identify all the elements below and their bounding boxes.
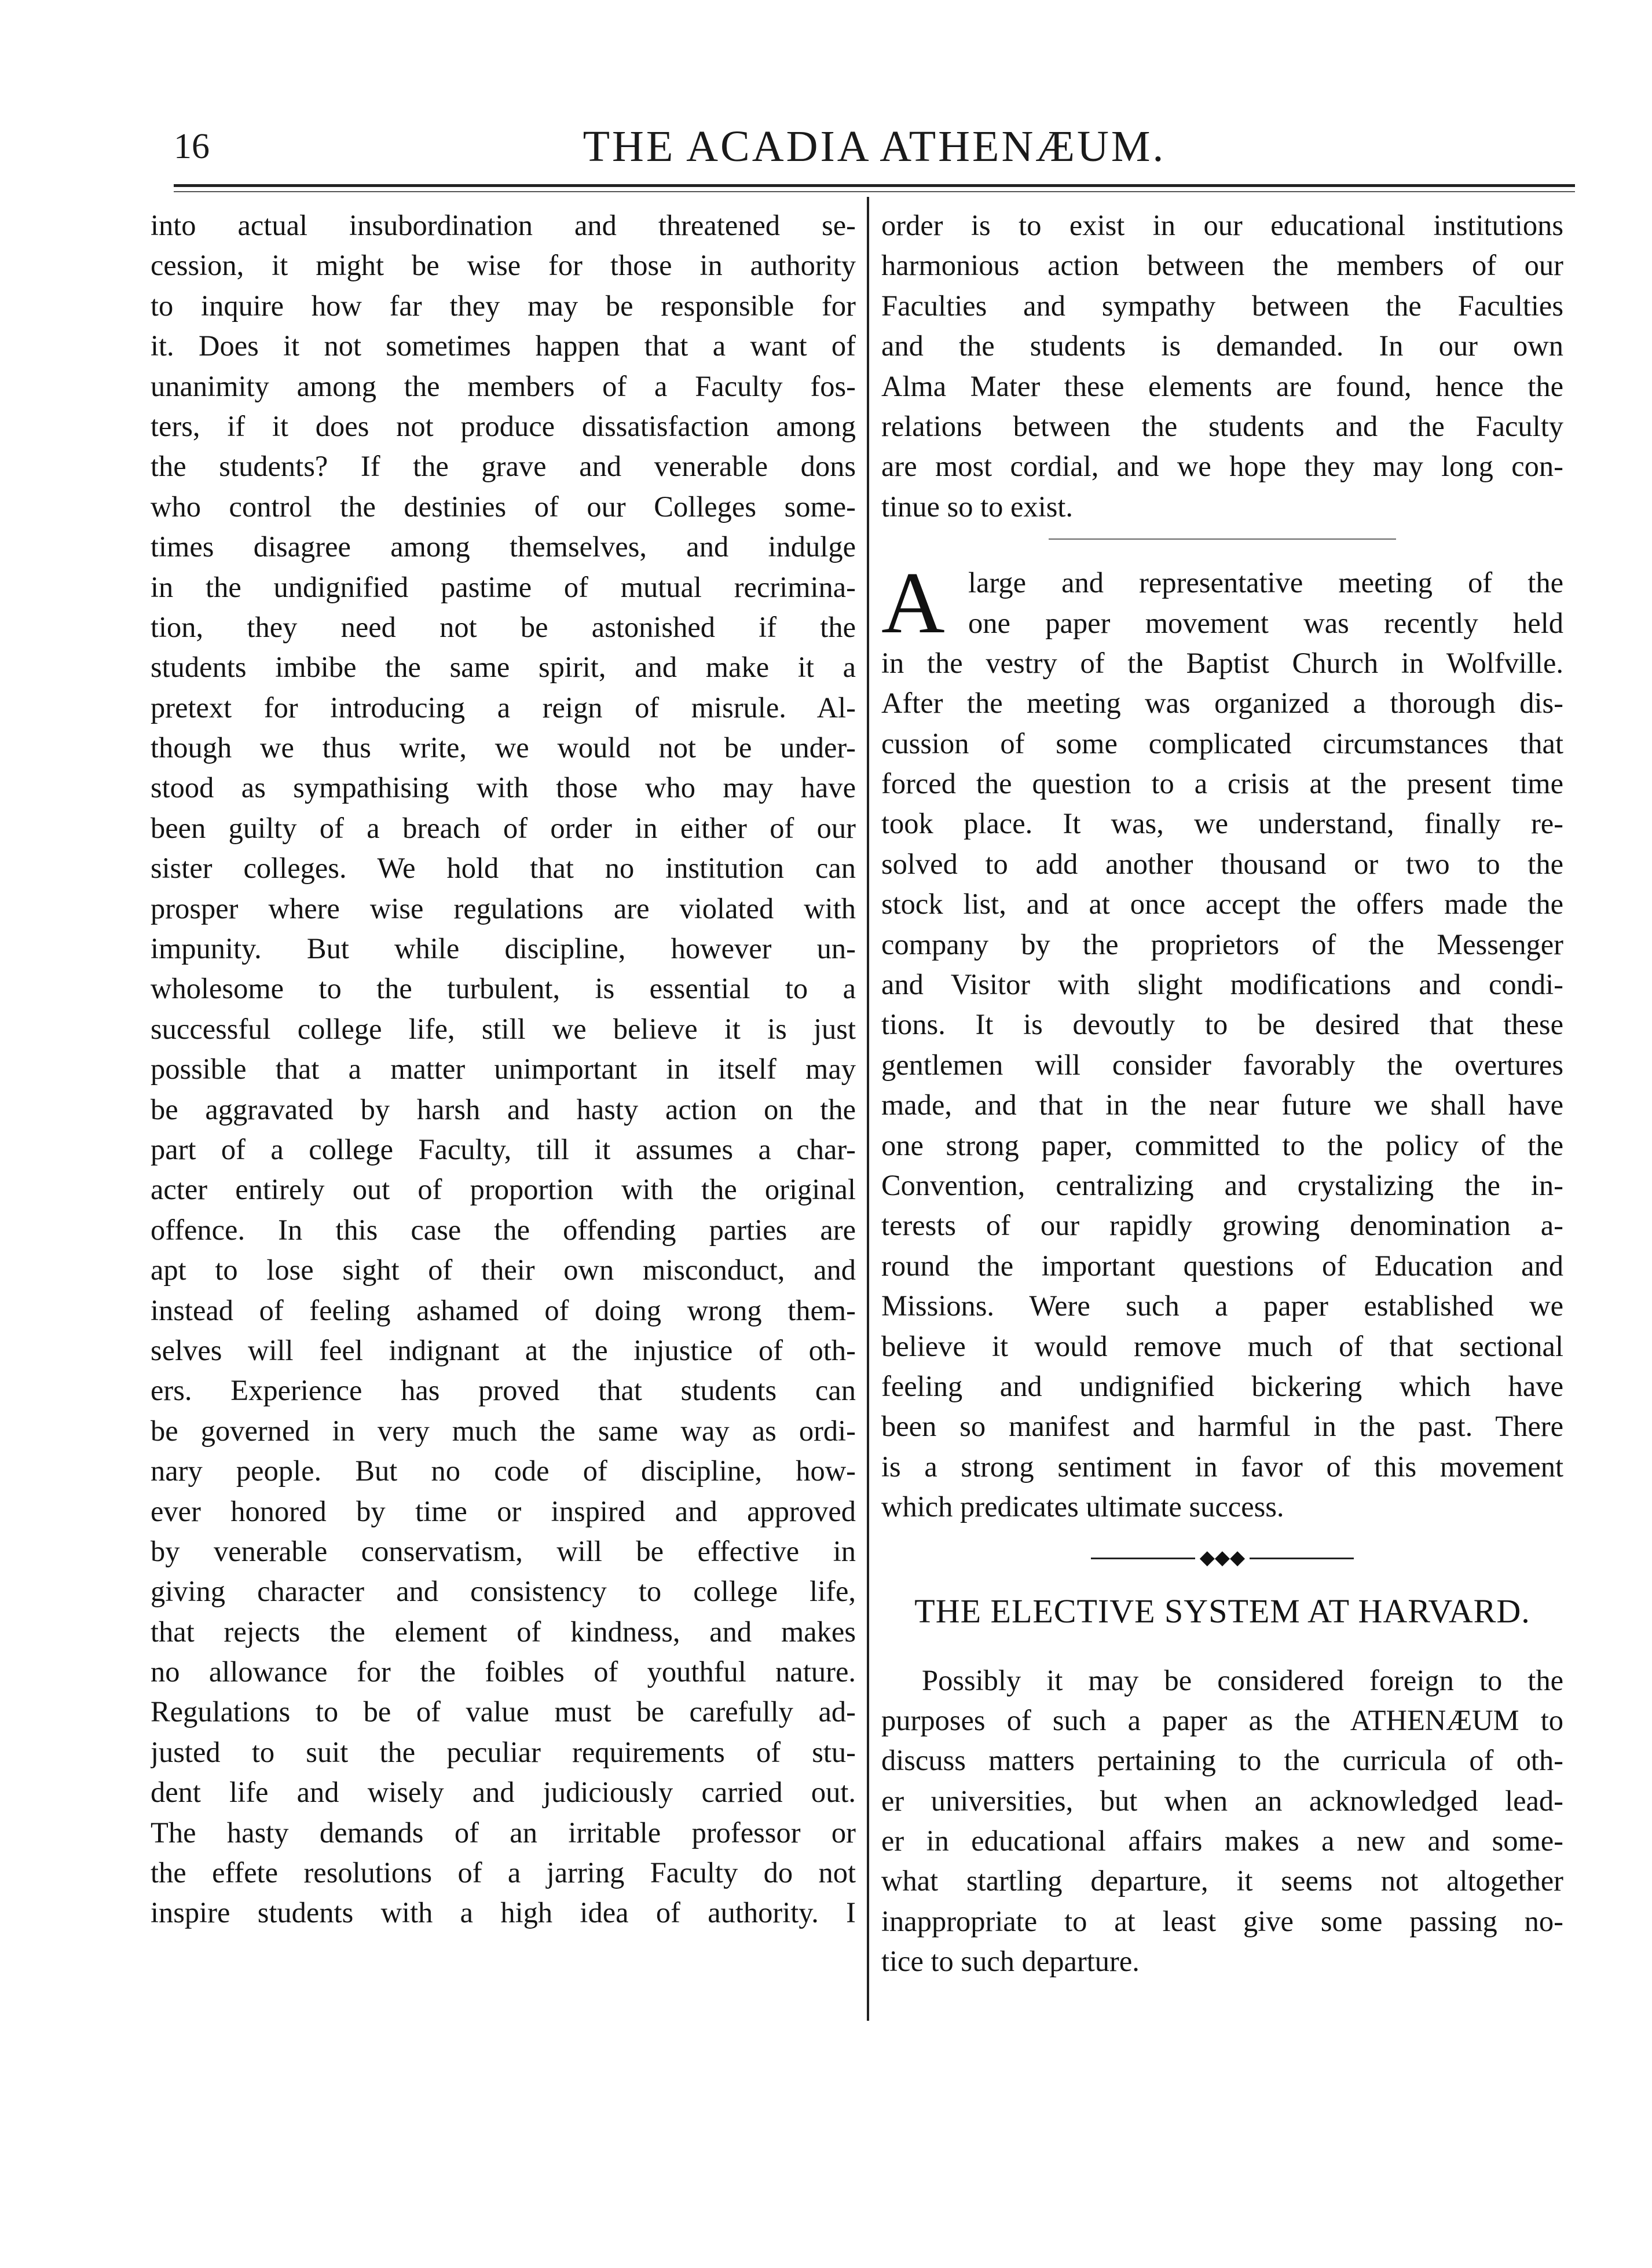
- ornament-rule-right: [1250, 1558, 1354, 1559]
- text-line: which predicates ultimate success.: [881, 1490, 1284, 1523]
- text-line: ers. Experience has proved that students can: [151, 1374, 856, 1407]
- text-line: feeling and undignified bickering which have: [881, 1369, 1563, 1402]
- text-line: terests of our rapidly growing denomination a-: [881, 1209, 1563, 1242]
- text-line: er in educational affairs makes a new and some-: [881, 1824, 1563, 1857]
- header-rule-thin: [174, 191, 1575, 192]
- right-column: [881, 206, 1563, 1982]
- text-line: company by the proprietors of the Messenger: [881, 928, 1563, 961]
- text-line: the students? If the grave and venerable dons: [151, 450, 856, 483]
- text-line: tions. It is devoutly to be desired that these: [881, 1008, 1563, 1041]
- text-line: forced the question to a crisis at the present time: [881, 767, 1563, 800]
- text-line: apt to lose sight of their own misconduct, and: [151, 1254, 856, 1287]
- text-line: order is to exist in our educational institutions: [881, 209, 1563, 241]
- ornament-glyph: ◆◆◆: [1199, 1547, 1246, 1569]
- text-line: instead of feeling ashamed of doing wrong them-: [151, 1294, 856, 1327]
- text-line: one strong paper, committed to the policy of the: [881, 1128, 1563, 1162]
- text-line: in the undignified pastime of mutual recrimina-: [151, 570, 856, 603]
- text-line: and the students is demanded. In our own: [881, 329, 1563, 362]
- text-line: large and representative meeting of the: [968, 566, 1563, 599]
- text-line: tion, they need not be astonished if the: [151, 610, 856, 643]
- paragraph-elective-system: [881, 1661, 1563, 1982]
- text-line: stock list, and at once accept the offers made the: [881, 888, 1563, 921]
- text-line: impunity. But while discipline, however un-: [151, 932, 856, 965]
- text-line: that rejects the element of kindness, and makes: [151, 1615, 856, 1648]
- text-line: wholesome to the turbulent, is essential to a: [151, 972, 856, 1005]
- ornamental-divider: [881, 1533, 1563, 1580]
- text-line: acter entirely out of proportion with the original: [151, 1173, 856, 1206]
- text-line: one paper movement was recently held: [968, 606, 1563, 639]
- text-line: successful college life, still we believe it is just: [151, 1012, 856, 1045]
- text-line: Faculties and sympathy between the Faculties: [881, 289, 1563, 322]
- text-line: discuss matters pertaining to the curricula of oth-: [881, 1744, 1563, 1777]
- text-line: inspire students with a high idea of authority. I: [151, 1896, 856, 1929]
- text-line: into actual insubordination and threatened se-: [151, 209, 856, 241]
- text-line: ever honored by time or inspired and approved: [151, 1494, 856, 1527]
- text-line: possible that a matter unimportant in itself may: [151, 1053, 856, 1086]
- page-number: 16: [174, 127, 210, 166]
- text-line: The hasty demands of an irritable professor or: [151, 1816, 856, 1849]
- left-column: [151, 206, 856, 1933]
- text-line: justed to suit the peculiar requirements of stu-: [151, 1735, 856, 1768]
- text-line: in the vestry of the Baptist Church in Wolfville.: [881, 646, 1563, 679]
- text-line: Missions. Were such a paper established we: [881, 1289, 1563, 1322]
- text-line: dent life and wisely and judiciously carried out.: [151, 1776, 856, 1809]
- text-line: times disagree among themselves, and indulge: [151, 530, 856, 563]
- text-line: Alma Mater these elements are found, hence the: [881, 369, 1563, 402]
- text-line: round the important questions of Education and: [881, 1249, 1563, 1282]
- text-line: ters, if it does not produce dissatisfaction among: [151, 409, 856, 442]
- ornament-rule-left: [1091, 1558, 1195, 1559]
- text-line: believe it would remove much of that sectional: [881, 1329, 1563, 1362]
- text-line: sister colleges. We hold that no institution can: [151, 852, 856, 885]
- text-line: pretext for introducing a reign of misrule. Al-: [151, 691, 856, 724]
- column-divider: [867, 197, 869, 2021]
- section-heading: THE ELECTIVE SYSTEM AT HARVARD.: [914, 1592, 1530, 1630]
- dropcap-block: [881, 554, 1563, 652]
- text-line: harmonious action between the members of our: [881, 249, 1563, 282]
- text-line: by venerable conservatism, will be effective in: [151, 1534, 856, 1567]
- text-line: be governed in very much the same way as ordi-: [151, 1414, 856, 1447]
- text-line: Regulations to be of value must be carefully ad-: [151, 1695, 856, 1728]
- text-line: part of a college Faculty, till it assumes a char-: [151, 1133, 856, 1166]
- text-line: selves will feel indignant at the injustice of oth-: [151, 1333, 856, 1366]
- text-line: giving character and consistency to college life,: [151, 1575, 856, 1608]
- text-line: cussion of some complicated circumstances that: [881, 727, 1563, 760]
- text-line: After the meeting was organized a thorough dis-: [881, 687, 1563, 720]
- text-line: cession, it might be wise for those in authority: [151, 249, 856, 282]
- text-line: unanimity among the members of a Faculty fos-: [151, 369, 856, 402]
- text-line: no allowance for the foibles of youthful nature.: [151, 1655, 856, 1688]
- text-line: tinue so to exist.: [881, 490, 1074, 523]
- text-line: been guilty of a breach of order in either of our: [151, 811, 856, 844]
- section-divider-rule: [1049, 538, 1396, 563]
- text-line: and Visitor with slight modifications and condi-: [881, 968, 1563, 1001]
- text-line: is a strong sentiment in favor of this movement: [881, 1450, 1563, 1483]
- paragraph-one-paper-movement: [881, 554, 1563, 1527]
- text-line: solved to add another thousand or two to the: [881, 847, 1563, 880]
- text-line: made, and that in the near future we shall have: [881, 1089, 1563, 1122]
- text-line: been so manifest and harmful in the past. There: [881, 1410, 1563, 1443]
- text-line: Convention, centralizing and crystalizing the in-: [881, 1168, 1563, 1201]
- text-line: who control the destinies of our Colleges some-: [151, 490, 856, 523]
- page-header: [174, 122, 1575, 185]
- text-line: though we thus write, we would not be under-: [151, 731, 856, 764]
- text-line: be aggravated by harsh and hasty action on the: [151, 1093, 856, 1126]
- text-line: gentlemen will consider favorably the overtures: [881, 1048, 1563, 1081]
- drop-cap: A: [881, 554, 945, 652]
- text-line: prosper where wise regulations are violated with: [151, 892, 856, 925]
- text-line: nary people. But no code of discipline, how-: [151, 1454, 856, 1487]
- text-line: took place. It was, we understand, finally re-: [881, 807, 1563, 840]
- text-line: it. Does it not sometimes happen that a want of: [151, 329, 856, 362]
- text-line: er universities, but when an acknowledged lead-: [881, 1784, 1563, 1817]
- header-rule: [174, 184, 1575, 187]
- paragraph-school-order: [881, 206, 1563, 527]
- text-line: to inquire how far they may be responsible for: [151, 289, 856, 322]
- text-line: inappropriate to at least give some passing no-: [881, 1904, 1563, 1937]
- text-line: are most cordial, and we hope they may long con-: [881, 450, 1563, 483]
- text-line: what startling departure, it seems not altogether: [881, 1864, 1563, 1897]
- text-line: students imbibe the same spirit, and make it a: [151, 651, 856, 684]
- text-line: the effete resolutions of a jarring Faculty do not: [151, 1856, 856, 1889]
- text-line: offence. In this case the offending parties are: [151, 1213, 856, 1246]
- text-line: Possibly it may be considered foreign to the: [922, 1664, 1563, 1697]
- text-line: purposes of such a paper as the ATHENÆUM to: [881, 1703, 1563, 1736]
- journal-title: THE ACADIA ATHENÆUM.: [583, 122, 1166, 171]
- text-line: tice to such departure.: [881, 1945, 1140, 1978]
- text-line: stood as sympathising with those who may have: [151, 771, 856, 804]
- text-line: relations between the students and the Faculty: [881, 409, 1563, 442]
